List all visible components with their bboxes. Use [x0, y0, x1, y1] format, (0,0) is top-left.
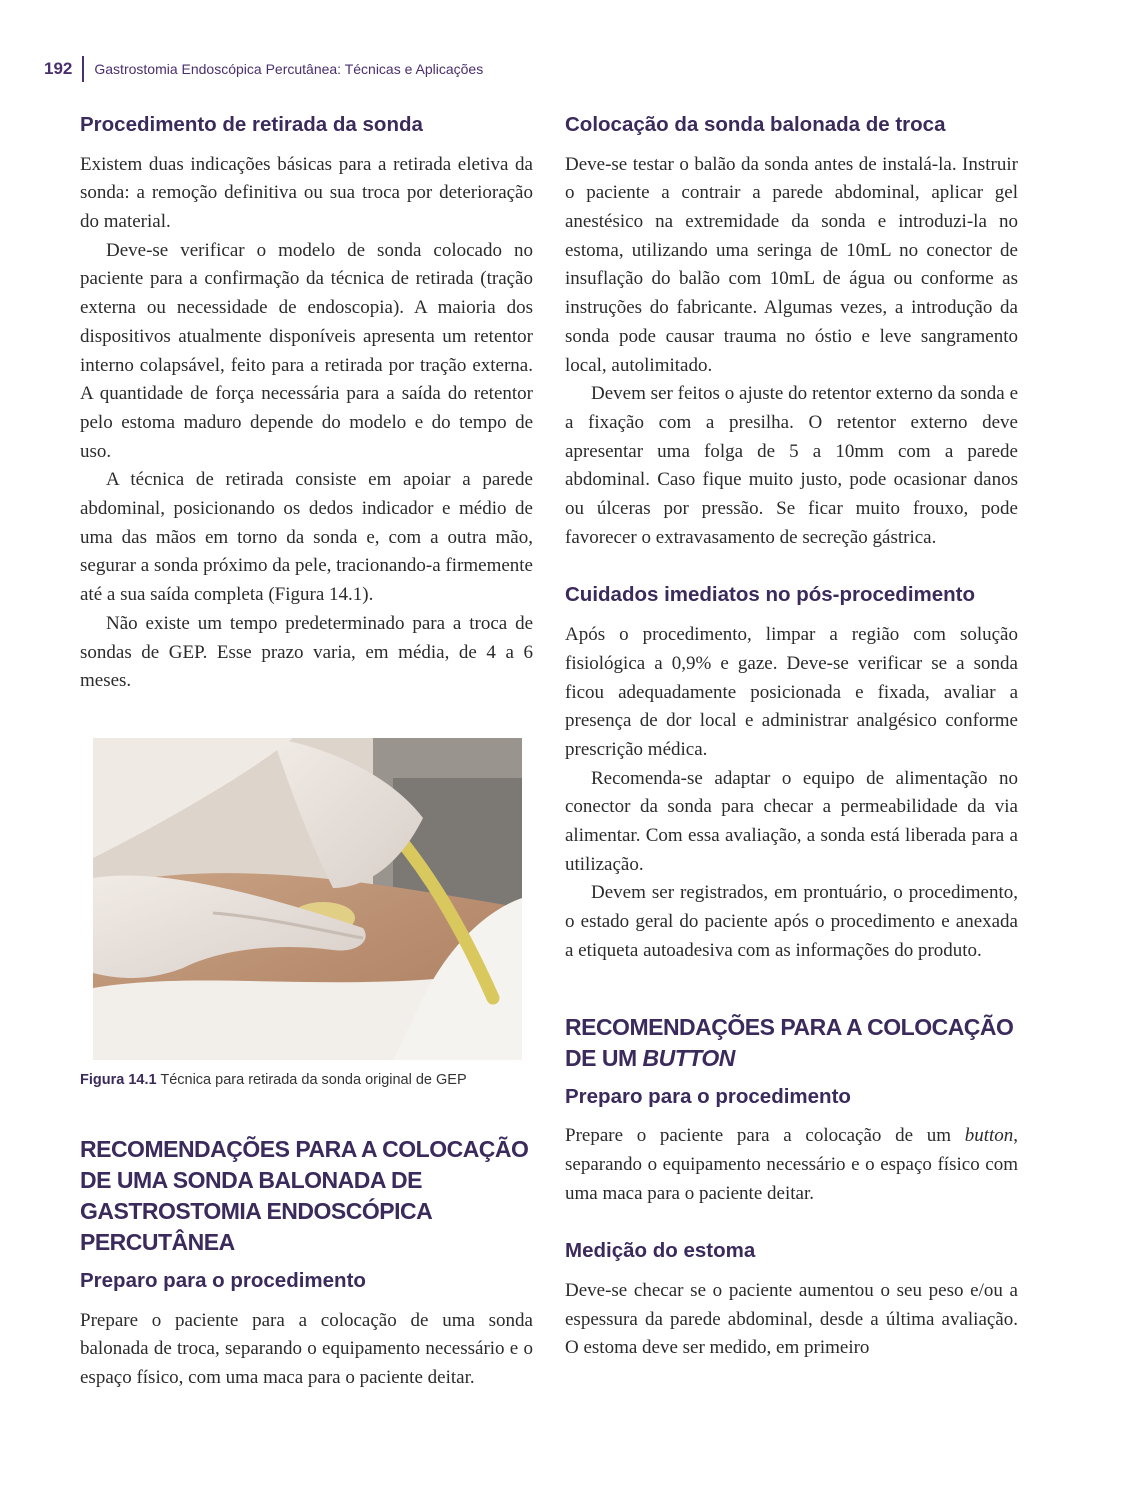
paragraph: Deve-se verificar o modelo de sonda colocado no paciente para a confirmação da técnica de retirada (tração externa ou necessidade de endoscopia). A maioria dos dispositivos atualmente disponíveis apresenta um retentor interno colapsável, feito para a retirada por tração externa. A quantidade de força necessária para a saída do retentor pelo estoma maduro depende do modelo e do tempo de uso. — [80, 239, 533, 462]
running-title: Gastrostomia Endoscópica Percutânea: Técnicas e Aplicações — [94, 61, 484, 77]
left-column — [80, 112, 533, 1393]
heading-retirada: Procedimento de retirada da sonda — [80, 113, 423, 136]
section-heading-sonda-balonada: RECOMENDAÇÕES PARA A COLOCAÇÃO DE UMA SONDA BALONADA DE GASTROSTOMIA ENDOSCÓPICA PERCUTÂNEA — [80, 1135, 529, 1255]
paragraph: Não existe um tempo predeterminado para a troca de sondas de GEP. Esse prazo varia, em média, de 4 a 6 meses. — [80, 612, 533, 692]
right-column — [565, 112, 1018, 1363]
section-heading-button-word: BUTTON — [642, 1044, 735, 1071]
heading-preparo-button: Preparo para o procedimento — [565, 1084, 851, 1108]
figure-label: Figura 14.1 — [80, 1071, 157, 1088]
heading-medicao: Medição do estoma — [565, 1239, 756, 1263]
figure-photo — [93, 738, 522, 1060]
paragraph — [565, 1122, 1018, 1208]
paragraph: Prepare o paciente para a colocação de uma sonda balonada de troca, separando o equipamento necessário e o espaço físico, com uma maca para o paciente deitar. — [80, 1309, 533, 1389]
paragraph: Existem duas indicações básicas para a retirada eletiva da sonda: a remoção definitiva ou sua troca por deterioração do material. — [80, 153, 533, 233]
figure-caption — [80, 1072, 533, 1088]
heading-cuidados: Cuidados imediatos no pós-procedimento — [565, 583, 976, 607]
text-run-italic: button — [964, 1125, 1014, 1147]
section-heading-text: RECOMENDAÇÕES PARA A COLOCAÇÃO DE UM — [565, 1013, 1014, 1071]
text-run: , separando o equipamento necessário e o espaço físico com uma maca para o paciente deitar. — [565, 1125, 1018, 1204]
paragraph: A técnica de retirada consiste em apoiar a parede abdominal, posicionando os dedos indicador e médio de uma das mãos em torno da sonda e, com a outra mão, segurar a sonda próximo da pele, tracionando-a firmemente até a sua saída completa (Figura 14.1). — [80, 469, 533, 606]
paragraph: Deve-se testar o balão da sonda antes de instalá-la. Instruir o paciente a contrair a parede abdominal, aplicar gel anestésico na extremidade da sonda e introduzi-la no estoma, utilizando uma seringa de 10mL no conector de insuflação do balão com 10mL de água ou conforme as instruções do fabricante. Algumas vezes, a introdução da sonda pode causar trauma no óstio e leve sangramento local, autolimitado. — [565, 153, 1018, 376]
text-run: Prepare o paciente para a colocação de um — [565, 1125, 965, 1147]
heading-preparo: Preparo para o procedimento — [80, 1268, 366, 1292]
paragraph: Recomenda-se adaptar o equipo de alimentação no conector da sonda para checar a permeabilidade da via alimentar. Com essa avaliação, a sonda está liberada para a utilização. — [565, 767, 1018, 875]
paragraph: Deve-se checar se o paciente aumentou o seu peso e/ou a espessura da parede abdominal, desde a última avaliação. O estoma deve ser medido, em primeiro — [565, 1279, 1018, 1359]
page-header — [44, 56, 483, 82]
paragraph: Devem ser feitos o ajuste do retentor externo da sonda e a fixação com a presilha. O retentor externo deve apresentar uma folga de 5 a 10mm com a parede abdominal. Caso fique muito justo, pode ocasionar danos ou úlceras por pressão. Se ficar muito frouxo, pode favorecer o extravasamento de secreção gástrica. — [565, 383, 1018, 548]
section-heading-button — [565, 1012, 1018, 1074]
heading-colocacao: Colocação da sonda balonada de troca — [565, 113, 946, 136]
paragraph: Devem ser registrados, em prontuário, o procedimento, o estado geral do paciente após o procedimento e anexada a etiqueta autoadesiva com as informações do produto. — [565, 882, 1018, 961]
figure-caption-text: Técnica para retirada da sonda original de GEP — [160, 1071, 467, 1088]
page-number: 192 — [44, 59, 73, 78]
header-divider — [82, 56, 84, 82]
tube-removal-illustration — [93, 738, 522, 1060]
paragraph: Após o procedimento, limpar a região com solução fisiológica a 0,9% e gaze. Deve-se verificar se a sonda ficou adequadamente posicionada e fixada, avaliar a presença de dor local e administrar analgésico conforme prescrição médica. — [565, 624, 1018, 760]
